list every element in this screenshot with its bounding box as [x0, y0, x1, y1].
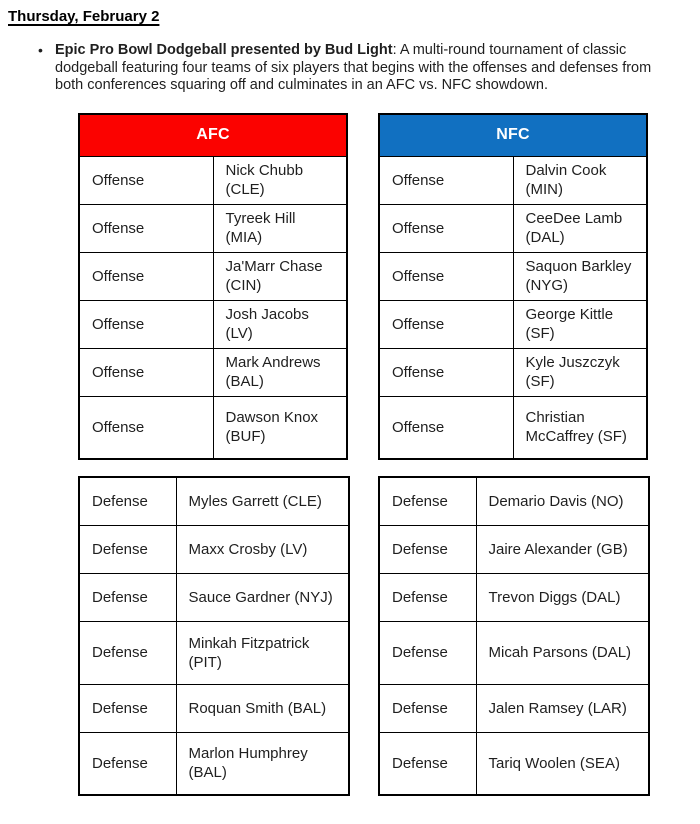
table-row — [379, 477, 649, 525]
player-cell: Josh Jacobs (LV) — [213, 300, 347, 348]
table-row — [79, 477, 349, 525]
player-cell: Tyreek Hill (MIA) — [213, 204, 347, 252]
conference-column-nfc — [378, 113, 648, 796]
role-cell: Offense — [79, 252, 213, 300]
bullet-text-bold: Epic Pro Bowl Dodgeball presented by Bud Light — [55, 42, 393, 58]
role-cell: Offense — [379, 396, 513, 459]
table-row — [79, 396, 347, 459]
table-row — [79, 348, 347, 396]
role-cell: Offense — [79, 396, 213, 459]
player-cell: Kyle Juszczyk (SF) — [513, 348, 647, 396]
role-cell: Defense — [79, 732, 176, 795]
player-cell: Nick Chubb (CLE) — [213, 156, 347, 204]
table-row — [79, 300, 347, 348]
player-cell: CeeDee Lamb (DAL) — [513, 204, 647, 252]
role-cell: Defense — [379, 732, 476, 795]
player-cell: Roquan Smith (BAL) — [176, 684, 349, 732]
afc-offense-table — [78, 113, 348, 460]
player-cell: Myles Garrett (CLE) — [176, 477, 349, 525]
role-cell: Offense — [79, 300, 213, 348]
table-row — [379, 252, 647, 300]
table-row — [79, 684, 349, 732]
role-cell: Offense — [379, 156, 513, 204]
player-cell: Ja'Marr Chase (CIN) — [213, 252, 347, 300]
role-cell: Offense — [379, 252, 513, 300]
player-cell: Dalvin Cook (MIN) — [513, 156, 647, 204]
page-title: Thursday, February 2 — [8, 8, 160, 25]
table-row — [379, 396, 647, 459]
role-cell: Defense — [79, 525, 176, 573]
player-cell: Minkah Fitzpatrick (PIT) — [176, 621, 349, 684]
player-cell: Sauce Gardner (NYJ) — [176, 573, 349, 621]
role-cell: Offense — [79, 156, 213, 204]
table-row — [79, 732, 349, 795]
table-row — [79, 573, 349, 621]
bullet-text — [55, 42, 660, 95]
afc-header-cell: AFC — [79, 114, 347, 156]
player-cell: Christian McCaffrey (SF) — [513, 396, 647, 459]
player-cell: Tariq Woolen (SEA) — [476, 732, 649, 795]
table-row — [379, 156, 647, 204]
nfc-header-row — [379, 114, 647, 156]
role-cell: Defense — [79, 573, 176, 621]
role-cell: Defense — [379, 621, 476, 684]
role-cell: Defense — [79, 621, 176, 684]
role-cell: Defense — [379, 525, 476, 573]
table-row — [379, 204, 647, 252]
role-cell: Defense — [79, 684, 176, 732]
role-cell: Offense — [79, 204, 213, 252]
role-cell: Offense — [379, 204, 513, 252]
player-cell: Trevon Diggs (DAL) — [476, 573, 649, 621]
bullet-icon: • — [38, 42, 43, 58]
table-row — [379, 348, 647, 396]
table-row — [79, 252, 347, 300]
player-cell: Dawson Knox (BUF) — [213, 396, 347, 459]
role-cell: Offense — [79, 348, 213, 396]
table-row — [379, 732, 649, 795]
table-row — [79, 621, 349, 684]
role-cell: Defense — [79, 477, 176, 525]
bullet-text-rest: : A multi-round tournament of classic dodgeball featuring four teams of six players that begins with the offenses and defenses from both conferences squaring off and culminates in an AFC vs. NFC showdown. — [55, 42, 652, 93]
player-cell: Demario Davis (NO) — [476, 477, 649, 525]
player-cell: George Kittle (SF) — [513, 300, 647, 348]
player-cell: Jaire Alexander (GB) — [476, 525, 649, 573]
player-cell: Maxx Crosby (LV) — [176, 525, 349, 573]
role-cell: Offense — [379, 300, 513, 348]
nfc-offense-table — [378, 113, 648, 460]
table-row — [379, 300, 647, 348]
table-row — [379, 573, 649, 621]
table-row — [379, 621, 649, 684]
role-cell: Defense — [379, 573, 476, 621]
bullet-item — [38, 42, 660, 95]
afc-defense-table — [78, 476, 350, 796]
table-row — [79, 525, 349, 573]
table-row — [379, 684, 649, 732]
conference-tables — [78, 113, 648, 796]
table-row — [79, 156, 347, 204]
role-cell: Offense — [379, 348, 513, 396]
player-cell: Mark Andrews (BAL) — [213, 348, 347, 396]
player-cell: Micah Parsons (DAL) — [476, 621, 649, 684]
role-cell: Defense — [379, 684, 476, 732]
role-cell: Defense — [379, 477, 476, 525]
nfc-defense-table — [378, 476, 650, 796]
player-cell: Jalen Ramsey (LAR) — [476, 684, 649, 732]
afc-header-row — [79, 114, 347, 156]
player-cell: Saquon Barkley (NYG) — [513, 252, 647, 300]
nfc-header-cell: NFC — [379, 114, 647, 156]
conference-column-afc — [78, 113, 348, 796]
player-cell: Marlon Humphrey (BAL) — [176, 732, 349, 795]
table-row — [79, 204, 347, 252]
table-row — [379, 525, 649, 573]
